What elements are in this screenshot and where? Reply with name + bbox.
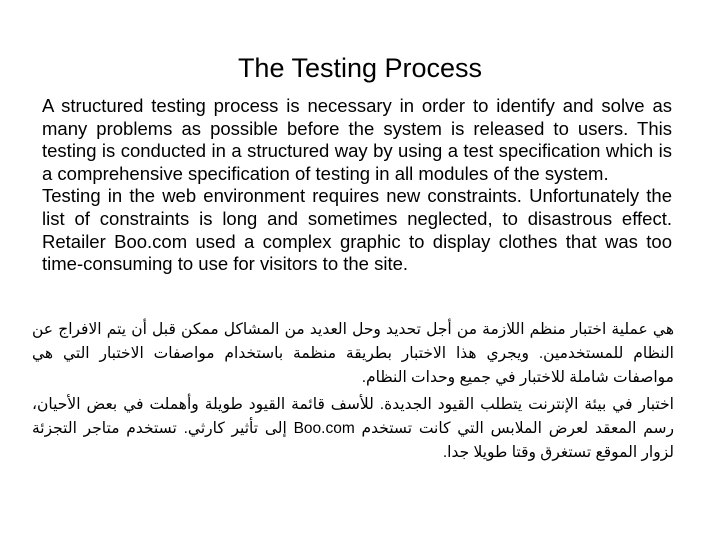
english-paragraph-2: Testing in the web environment requires new constraints. Unfortunately the list of constraints is long and sometimes neglected, to disastrous effect. Retailer Boo.com used a complex graphic to display clothes that was too time-consuming to use for visitors to the site. xyxy=(42,185,672,275)
arabic-body xyxy=(32,318,674,468)
slide-title: The Testing Process xyxy=(237,53,483,83)
english-paragraph-1: A structured testing process is necessary in order to identify and solve as many problems as possible before the system is released to users. This testing is conducted in a structured way by using a test specification which is a comprehensive specification of testing in all modules of the system. xyxy=(42,95,672,184)
arabic-paragraph-2: اختبار في بيئة الإنترنت يتطلب القيود الجديدة. للأسف قائمة القيود طويلة وأهملت في بعض الأحيان، رسم المعقد لعرض الملابس التي كانت تستخدم Boo.com إلى تأثير كارثي. تستخدم متاجر التجزئة لزوار الموقع تستغرق وقتا طويلا جدا. xyxy=(32,396,674,461)
arabic-paragraph-1: هي عملية اختبار منظم اللازمة من أجل تحديد وحل العديد من المشاكل ممكن قبل أن يتم الافراج عن النظام للمستخدمين. ويجري هذا الاختبار بطريقة منظمة باستخدام مواصفات الاختبار التي هي مواصفات شاملة للاختبار في جميع وحدات النظام. xyxy=(32,321,674,386)
english-body xyxy=(42,95,672,276)
